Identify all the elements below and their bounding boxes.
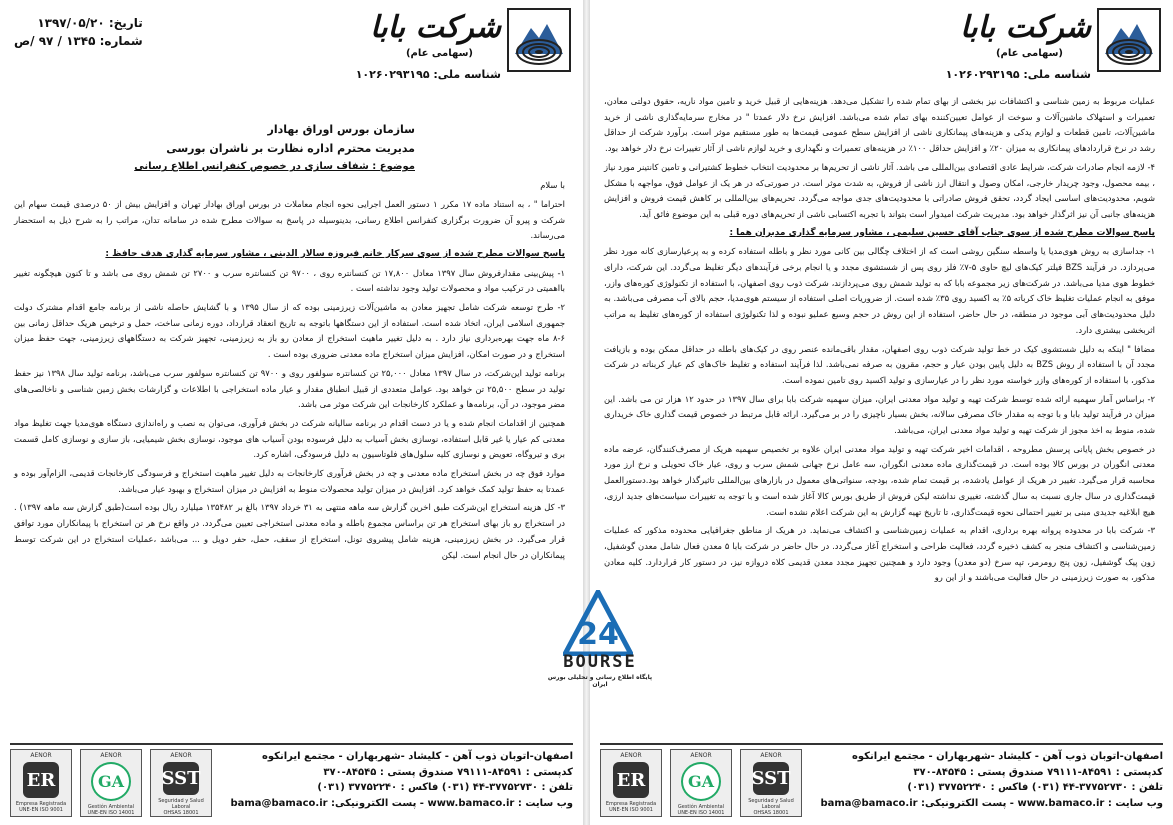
footer-address [230,749,573,811]
company-letterhead [945,8,1161,88]
postal-line: کدپستی : ۸۴۵۹۱-۷۹۱۱۱ صندوق پستی : ۸۴۵۴۵-۳۷۰ [913,766,1163,778]
paragraph: مضافا " اینکه به دلیل شستشوی کیک در خط تولید شرکت ذوب روی اصفهان، مقدار باقی‌مانده عنصر روی در کیک‌های باطله در حداقل ممکن بوده و بازیافت مجدد آن با استفاده از روش BZS به دلیل پایین بودن عیار و حجم، مقرون به صرفه نمی‌باشد. لذا فرآیند استفاده و تغلیظ خاک‌های کم عیار کربناته در شرکت مذکور، با استفاده از کوره‌های وازر خواسته مورد نظر را در عیارسازی و تولید اکسید روی تامین نموده است. [604,343,1155,385]
paragraph: برنامه تولید این‌شرکت، در سال ۱۳۹۷ معادل ۲۵,۰۰۰ تن کنسانتره سولفور روی و ۹۷۰۰ تن کنسانتره سولفور سرب می‌باشد، برنامه تولید سال ۱۳۹۸ نیز حفظ تولید در سطح ۲۵,۵۰۰ تن خواهد بود. عوامل متعددی از قبیل انطباق مقدار و عیار ماده استخراجی با اطلاعات و گزارشات بخش زمین شناسی و ناخالصی‌های مضر موجود، در آن، برنامه‌ها و عملکرد کارخانجات این شرکت موثر می باشد. [14,367,565,410]
letter-meta [14,14,143,50]
paragraph: در خصوص بخش پایانی پرسش مطروحه ، اقدامات اخیر شرکت تهیه و تولید مواد معدنی ایران علاوه بر تخصیص سهمیه هریک از مصرف‌کنندگان، عرضه ماده معدنی انگوران در بورس کالا بوده است. در قیمت‌گذاری ماده معدنی انگوران، سه عامل نرخ جهانی شمش سرب و روی، عیار خاک تحویلی و نرخ ارز مورد محاسبه قرار می‌گیرد. تغییر در هریک از عوامل یادشده، بر قیمت تمام شده، بودجه، سنواتی‌های معمول در بازارهای بین‌المللی تاثیرگذار خواهد بود.دستورالعمل قیمت‌گذاری در سال جاری نسبت به سال گذشته، تغییری نداشته لیکن فروش از طریق بورس کالا آغاز شده است و با توجه به تغییرات سیاست‌های جدید ارزی، هیچ ابلاغیه جدیدی مبنی بر تغییر احتمالی نحوه قیمت‌گذاری، تا تاریخ تهیه گزارش به این شرکت اعلام نشده است. [604,443,1155,517]
cert-er-icon: ER [23,762,59,798]
letter-date: تاریخ: ۱۳۹۷/۰۵/۲۰ [37,16,143,30]
company-emblem-icon [1097,8,1161,72]
bourse24-wordmark: BOURSE [563,652,637,672]
cert-sst-logo: AENOR SST Seguridad y Salud Laboral OHSAS 18001 [150,749,212,817]
postal-line: کدپستی : ۸۴۵۹۱-۷۹۱۱۱ صندوق پستی : ۸۴۵۴۵-۳۷۰ [323,766,573,778]
web-line: وب سایت : www.bamaco.ir - پست الکترونیکی: bama@bamaco.ir [230,797,573,809]
cert-er-logo: AENOR ER Empresa Registrada UNE-EN ISO 9001 [10,749,72,817]
paragraph: ۲- براساس آمار سهمیه ارائه شده توسط شرکت تهیه و تولید مواد معدنی ایران، میزان سهمیه شرکت بابا برای سال ۱۳۹۷ در حدود ۱۲ هزار تن می باشد. این میزان در فرآیند تولید بابا و با توجه به مقدار خاک مصرفی سالانه، بخش بسیار ناچیزی را در بر می‌گیرد. ارائه قابل مرتبط در خصوص قیمت گذاری خاک خریداری شده، منوط به اخذ مجوز از شرکت تهیه و تولید مواد معدنی ایران، می‌باشد. [604,393,1155,436]
paragraph: ۳- شرکت بابا در محدوده پروانه بهره برداری، اقدام به عملیات زمین‌شناسی و اکتشاف می‌نماید. در هریک از مناطق جغرافیایی محدوده مذکور که عملیات زمین‌شناسی و اکتشاف منجر به کشف ذخیره گردد، فعالیت طراحی و استخراج آغاز می‌گردد. در حال حاضر در شرکت بابا ۵ معدن فعال شامل معدن گوشفیل، زون پیک گوشفیل، زون پنج رومرمر، تپه سرخ (دو معدن) وجود دارد و همچنین تجهیز مجدد معدن قدیمی کلاه دروازه نیز، در دستور کار قراردارد. کلیه معادن مذکور، به صورت زیرزمینی در حال فعالیت می‌باشند و از این رو [604,525,1155,583]
footer-address [820,749,1163,811]
national-id: شناسه ملی: ۱۰۲۶۰۲۹۳۱۹۵ [945,68,1091,81]
phone-line: تلفن : ۳۷۷۵۲۷۳۰-۴۴ (۰۳۱) فاکس : ۳۷۷۵۲۲۴۰ (۰۳۱) [317,782,573,793]
bourse24-watermark [545,590,655,698]
company-name: شرکت بابا [370,10,501,45]
intro-paragraph: احتراما " ، به استناد ماده ۱۷ مکرر ۱ دستور العمل اجرایی نحوه انجام معاملات در بورس اوراق بهادار تهران و افزایش بیش از ۵۰ درصدی قیمت سهام این شرکت و پیرو آن ضرورت برگزاری کنفرانس اطلاع رسانی، بدینوسیله در پاسخ به سوالات مطرح شده در سامانه تدان، مراتب را به شرح ذیل به استحضار می‌رساند. [14,198,565,241]
national-id: شناسه ملی: ۱۰۲۶۰۲۹۳۱۹۵ [355,68,501,81]
cert-ga-logo: AENOR GA Gestión Ambiental UNE-EN ISO 14001 [670,749,732,817]
letter-page-1 [0,0,583,825]
paragraph: عملیات مربوط به زمین شناسی و اکتشافات نیز بخشی از بهای تمام شده را تشکیل می‌دهد. هزینه‌هایی از قبیل خرید و تامین مواد ناریه، حقوق دولتی معادن، تعمیرات و استهلاک ماشین‌آلات و سوخت از عوامل تعیین‌کننده بهای تمام شده می‌باشد. افزایش نرخ دلار عمدتا " در مخارج سرمایه‌گذاری ناشی از خرید ماشین‌آلات، تامین قطعات و لوازم یدکی و هزینه‌های پیمانکاری ناشی از افزایش سطح عمومی قیمت‌ها به طور مستقیم موثر است. برآورد شرکت از حداقل رشد در نرخ قراردادهای پیمانکاری به میزان ۲۰٪ و افزایش حداقل ۱۰۰٪ در هزینه‌های تعمیرات و نگهداری و خرید لوازم ناشی از آثار تغییرات نرخ دلار خواهد بود. [604,96,1155,154]
letter-number: شماره: ۱۳۴۵ / ۹۷ /ص [14,34,143,48]
section-heading: پاسخ سوالات مطرح شده از سوی جناب آقای حسین سلیمی ، مشاور سرمایه گذاری مدبران هما : [729,227,1155,238]
cert-sst-logo: AENOR SST Seguridad y Salud Laboral OHSAS 18001 [740,749,802,817]
letter-footer [600,743,1163,821]
company-type: (سهامی عام) [405,48,473,59]
bourse24-logo-number: 24 [577,617,619,652]
paragraph: همچنین از اقدامات انجام شده و یا در دست اقدام در برنامه سالیانه شرکت در بخش فرآوری، می‌توان به نصب و راه‌اندازی دستگاه هوی‌مدیا جهت تغلیظ مواد معدنی کم عیار یا غیر قابل استفاده، نوسازی بخش آسیاب به دلیل فرسوده بودن آسیاب های موجود، نوسازی بخش شیمیایی، باز سازی و نوسازی کامل قسمت بری و تیروگاه، تعویض و نوسازی کلیه سلول‌های فلوتاسیون به دلیل فرسودگی، اشاره کرد. [14,417,565,460]
recipient: سازمان بورس اوراق بهادار [267,123,415,136]
section-heading: پاسخ سوالات مطرح شده از سوی سرکار خانم فیروزه سالار الدینی ، مشاور سرمایه گذاری هدف حافظ : [105,248,565,259]
phone-line: تلفن : ۳۷۷۵۲۷۳۰-۴۴ (۰۳۱) فاکس : ۳۷۷۵۲۲۴۰ (۰۳۱) [907,782,1163,793]
certification-logos [10,749,212,817]
letter-body [604,94,1155,589]
company-letterhead [355,8,571,88]
letter-body [14,122,565,566]
company-emblem-icon [507,8,571,72]
address-line: اصفهان-اتوبان ذوب آهن - کلیشاد -شهربهاران - مجتمع ایرانکوه [261,751,573,762]
web-line: وب سایت : www.bamaco.ir - پست الکترونیکی: bama@bamaco.ir [820,797,1163,809]
paragraph: ۲- طرح توسعه شرکت شامل تجهیز معادن به ماشین‌آلات زیرزمینی بوده که از سال ۱۳۹۵ و با گشایش حاصله ناشی از برنامه جامع اقدام مشترک دولت جمهوری اسلامی ایران، اتخاذ شده است. استفاده از این دستگاهها باتوجه به تاریخ انعقاد قرارداد، دوره زمانی ساخت، حمل و ترخیص هریک حداقل زمانی بین ۶-۸ ماه جهت بهره‌برداری نیاز دارد . به دلیل تغییر ماهیت استخراج از معادن رو باز به زیرزمینی، تجهیز شرکت به دستگاههای زیرزمینی، جهت حفظ میزان استخراج و در صورت امکان، افزایش میزان استخراج ماده معدنی ضروری بوده است . [14,302,565,360]
cert-ga-icon: GA [91,762,131,801]
cert-sst-icon: SST [753,762,789,795]
certification-logos [600,749,802,817]
bourse24-tagline: پایگاه اطلاع رسانی و تحلیلی بورس ایران [547,674,653,688]
letter-footer [10,743,573,821]
paragraph: ۳- کل هزینه استخراج این‌شرکت طبق اخرین گزارش سه ماهه منتهی به ۳۱ خرداد ۱۳۹۷ بالغ بر ۱۳۵۴۸۲ میلیارد ریال بوده است(طبق گزارش سه ماهه ۱۳۹۷) . در استخراج رو باز بهای استخراج هر تن براساس مجموع باطله و ماده معدنی استخراجی تعیین می‌گردد. در واقع نرخ هر تن استخراج با پیمانکاران مورد توافق قرار می‌گیرد. در بخش زیرزمینی، هزینه شامل پیشروی تونل، استخراج از سقف، حمل، حفر دویل و ... می‌باشد ،عملیات استخراج در این شرکت توسط پیمانکاران در حال انجام است. لیکن [14,502,565,560]
cert-ga-icon: GA [681,762,721,801]
cert-ga-logo: AENOR GA Gestión Ambiental UNE-EN ISO 14001 [80,749,142,817]
recipient-dept: مدیریت محترم اداره نظارت بر ناشران بورسی [166,141,415,155]
bourse24-logo-icon [563,590,633,656]
greeting: با سلام [540,180,565,191]
cert-er-icon: ER [613,762,649,798]
address-line: اصفهان-اتوبان ذوب آهن - کلیشاد -شهربهاران - مجتمع ایرانکوه [851,751,1163,762]
footer-divider [10,743,573,745]
paragraph: ۴- لازمه انجام صادرات شرکت، شرایط عادی اقتصادی بین‌المللی می باشد. آثار ناشی از تحریم‌ها بر محدودیت انتخاب خطوط کشتیرانی و تامین کانتینر مورد نیاز ، بیمه محصول، وجود چریدار خارجی، امکان وصول و انتقال ارز ناشی از فروش، به شدت موثر است. در صورتی‌که در هر یک از عوامل فوق، مواجهه با مشکل شویم، محدودیت‌های اساسی ایجاد گردد، تحقق فروش صادراتی با محدودیت‌های جدی مواجه می‌گردد. تحریم‌های بین‌المللی بر کاهش قیمت فروش و افزایش هزینه‌های جانبی آن نیز اثرگذار خواهد بود. مدیریت شرکت امیدوار است بتواند با تجربه اکتسابی ناشی از تحریم‌های دوره قبلی به این موضوع فائق آید. [604,161,1155,219]
paragraph: ۱- پیش‌بینی مقدارفروش سال ۱۳۹۷ معادل ۱۷,۸۰۰ تن کنسانتره روی ، ۹۷۰۰ تن کنسانتره سرب و ۲۷۰۰ تن شمش روی می باشد و تا کنون هیچگونه تغییر بااهمیتی در ترکیب مواد و محصولات تولید وجود نداشته است . [14,267,565,294]
page-gutter [583,0,590,825]
cert-er-logo: AENOR ER Empresa Registrada UNE-EN ISO 9001 [600,749,662,817]
paragraph: موارد فوق چه در بخش استخراج ماده معدنی و چه در بخش فرآوری کارخانجات به دلیل تغییر ماهیت استخراج و فرسودگی کارخانجات قدیمی، الزام‌آور بوده و عمدتا به حفظ تولید کمک خواهد کرد. افزایش در میزان تولید محصولات منوط به افزایش در میزان استخراج و بهبود عیار می‌باشد. [14,468,565,494]
footer-divider [600,743,1163,745]
letter-subject: موضوع : شفاف سازی در خصوص کنفرانس اطلاع رسانی [134,161,415,173]
paragraph: ۱- جداسازی به روش هوی‌مدیا یا واسطه سنگین روشی است که از اختلاف چگالی بین کانی مورد نظر و باطله استفاده کرده و به پرعیارسازی کانه مورد نظر می‌پردازد. در فرآیند BZS فیلتر کیک‌های لیچ حاوی ۵-۷٪ فلز روی پس از شستشوی مجدد و یا انجام برخی فرآیندهای دیگر تغلیظ می‌گردد. این شرکت، دارای خطوط هوی مدیا می‌باشد. در شرکت‌های زیر مجموعه بابا که به تولید شمش روی می‌پردازند، شرکت ذوب روی اصفهان، با استفاده از تکنولوژی کوره‌های وازر، موفق به انجام عملیات تغلیظ خاک کرباته ۵٪ به اکسید روی ۳۵٪ شده است. از ضروریات اصلی استفاده از سیستم هوی‌مدیا، حجم بالای آب مصرفی می‌باشد. به دلیل محدودیت‌های آبی موجود در منطقه، در حال حاضر، استفاده از این روش در حجم وسیع عملیو نبوده و لذا تکنولوژی استفاده از کوره‌های تغلیظ به مراتب اثربخشی بیشتری دارد. [604,246,1155,335]
letter-page-2 [590,0,1173,825]
cert-sst-icon: SST [163,762,199,795]
company-name: شرکت بابا [960,10,1091,45]
company-type: (سهامی عام) [995,48,1063,59]
